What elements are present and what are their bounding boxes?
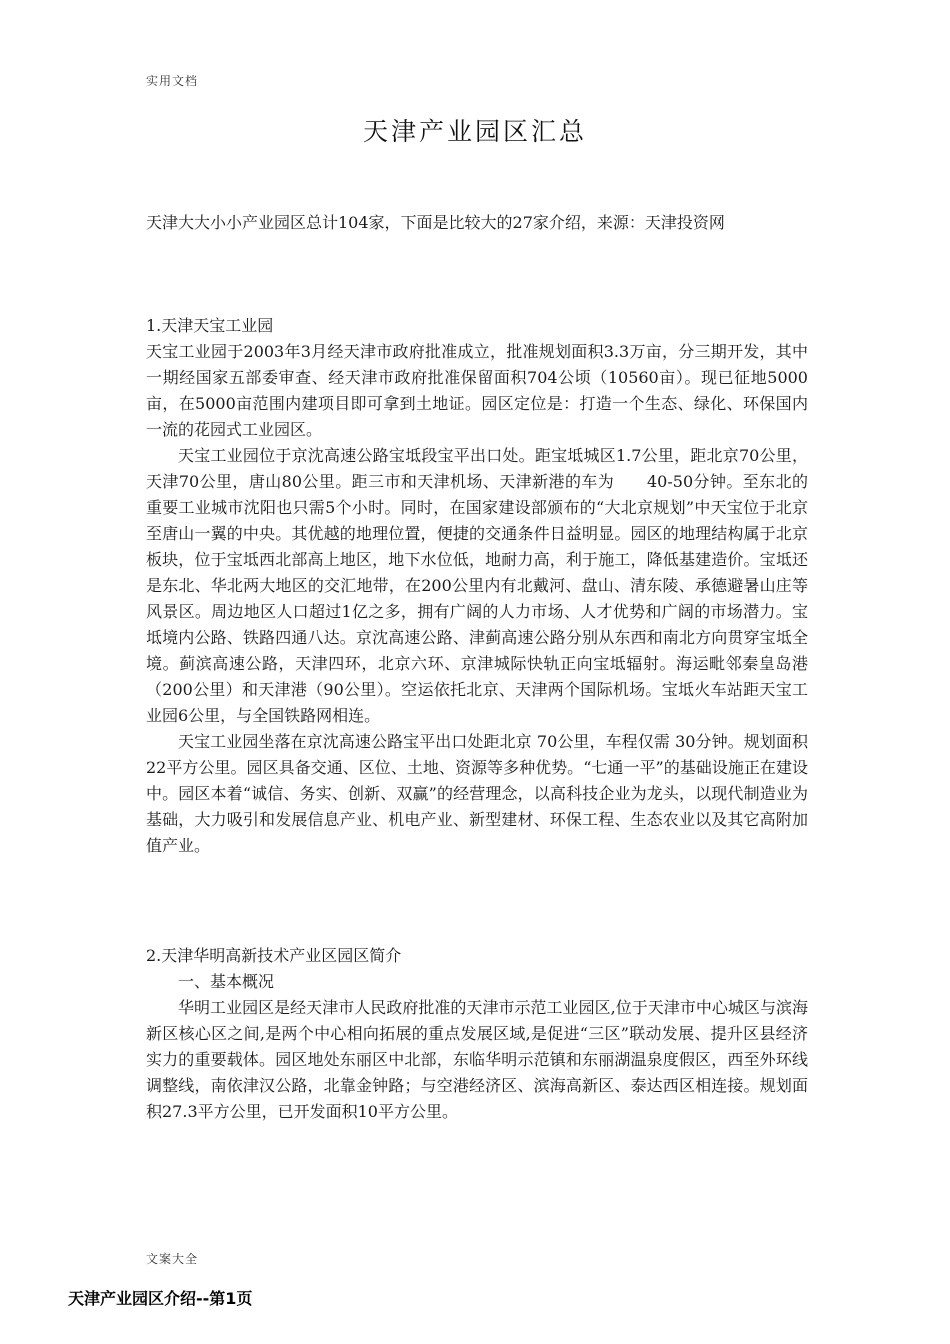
page-footer-label: 文案大全 bbox=[146, 1252, 199, 1266]
section-2-heading: 2.天津华明高新技术产业区园区简介 bbox=[146, 946, 402, 965]
page-caption: 天津产业园区介绍--第1页 bbox=[68, 1289, 253, 1308]
section-2-subheading: 一、基本概况 bbox=[178, 972, 275, 991]
section-2 bbox=[146, 943, 808, 1125]
intro-paragraph: 天津大大小小产业园区总计104家，下面是比较大的27家介绍，来源：天津投资网 bbox=[146, 213, 725, 232]
section-1-paragraph-3: 天宝工业园坐落在京沈高速公路宝平出口处距北京 70公里，车程仅需 30分钟。规划面积22平方公里。园区具备交通、区位、土地、资源等多种优势。“七通一平”的基础设施正在建设中。园区本着“诚信、务实、创新、双赢”的经营理念，以高科技企业为龙头，以现代制造业为基础，大力吸引和发展信息产业、机电产业、新型建材、环保工程、生态农业以及其它高附加值产业。 bbox=[146, 732, 808, 855]
document-title: 天津产业园区汇总 bbox=[362, 117, 587, 146]
section-1-paragraph-1: 天宝工业园于2003年3月经天津市政府批准成立，批准规划面积3.3万亩，分三期开发，其中一期经国家五部委审查、经天津市政府批准保留面积704公顷（10560亩）。现已征地5000亩，在5000亩范围内建项目即可拿到土地证。园区定位是：打造一个生态、绿化、环保国内一流的花园式工业园区。 bbox=[146, 342, 808, 439]
section-1 bbox=[146, 313, 808, 859]
section-1-heading: 1.天津天宝工业园 bbox=[146, 316, 274, 335]
section-1-paragraph-2: 天宝工业园位于京沈高速公路宝坻段宝平出口处。距宝坻城区1.7公里，距北京70公里，天津70公里，唐山80公里。距三市和天津机场、天津新港的车为 40-50分钟。至东北的重要工业城市沈阳也只需5个小时。同时，在国家建设部颁布的“大北京规划”中天宝位于北京至唐山一翼的中央。其优越的地理位置，便捷的交通条件日益明显。园区的地理结构属于北京板块，位于宝坻西北部高上地区，地下水位低，地耐力高，利于施工，降低基建造价。宝坻还是东北、华北两大地区的交汇地带，在200公里内有北戴河、盘山、清东陵、承德避暑山庄等风景区。周边地区人口超过1亿之多，拥有广阔的人力市场、人才优势和广阔的市场潜力。宝坻境内公路、铁路四通八达。京沈高速公路、津蓟高速公路分别从东西和南北方向贯穿宝坻全境。蓟滨高速公路，天津四环，北京六环、京津城际快轨正向宝坻辐射。海运毗邻秦皇岛港（200公里）和天津港（90公里）。空运依托北京、天津两个国际机场。宝坻火车站距天宝工业园6公里，与全国铁路网相连。 bbox=[146, 446, 808, 725]
section-2-paragraph-1: 华明工业园区是经天津市人民政府批准的天津市示范工业园区,位于天津市中心城区与滨海新区核心区之间,是两个中心相向拓展的重点发展区域,是促进“三区”联动发展、提升区县经济实力的重要载体。园区地处东丽区中北部，东临华明示范镇和东丽湖温泉度假区，西至外环线调整线，南依津汉公路，北靠金钟路；与空港经济区、滨海高新区、泰达西区相连接。规划面积27.3平方公里，已开发面积10平方公里。 bbox=[146, 998, 808, 1121]
intro-block bbox=[146, 210, 808, 236]
page-header-label: 实用文档 bbox=[146, 74, 199, 88]
